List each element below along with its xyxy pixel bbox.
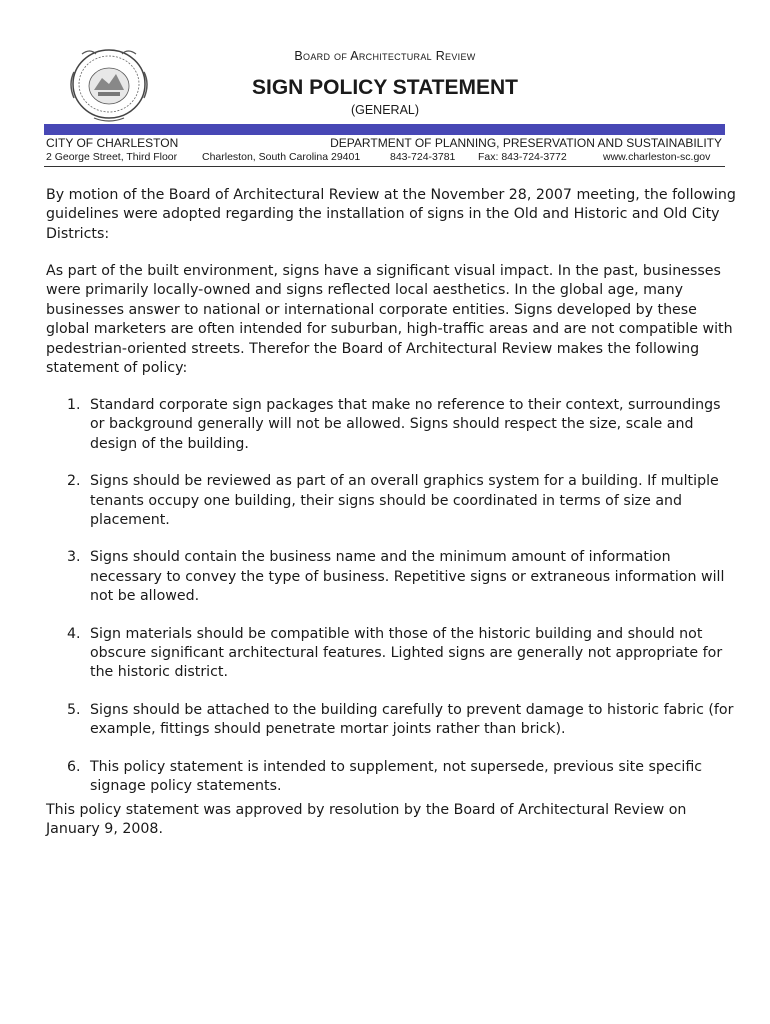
page-subtitle: (GENERAL) [350, 103, 420, 117]
list-number: 6. [67, 758, 81, 775]
list-item [46, 701, 736, 740]
header-info-row-1 [46, 136, 722, 150]
list-item-text: This policy statement is intended to supplement, not supersede, previous site specific signage policy statements. [90, 758, 703, 795]
street-address: 2 George Street, Third Floor [46, 151, 178, 163]
website-link[interactable]: www.charleston-sc.gov [603, 151, 711, 163]
list-item-text: Signs should contain the business name and the minimum amount of information necessary to convey the type of business. Repetitive signs or extraneous information will not be allowed. [90, 549, 725, 605]
list-number: 5. [67, 701, 81, 718]
phone-number: 843-724-3781 [390, 151, 456, 163]
fax-number: Fax: 843-724-3772 [478, 151, 567, 163]
header-divider [44, 166, 725, 167]
list-item [46, 758, 736, 797]
board-name: Board of Architectural Review [294, 49, 476, 63]
list-item [46, 396, 736, 454]
header-color-bar [44, 124, 725, 135]
list-item [46, 548, 736, 606]
department-name: DEPARTMENT OF PLANNING, PRESERVATION AND SUSTAINABILITY [330, 136, 722, 150]
intro-paragraph: By motion of the Board of Architectural Review at the November 28, 2007 meeting, the following guidelines were adopted regarding the installation of signs in the Old and Historic and Old City Districts: [46, 187, 736, 242]
page-title: SIGN POLICY STATEMENT [251, 76, 519, 99]
list-item [46, 625, 736, 683]
list-number: 2. [67, 473, 81, 490]
list-number: 3. [67, 549, 81, 566]
list-item-text: Standard corporate sign packages that make no reference to their context, surroundings or background generally will not be allowed. Signs should respect the size, scale and design of the building. [90, 397, 721, 452]
list-item [46, 472, 736, 530]
policy-list [46, 396, 736, 815]
list-item-text: Sign materials should be compatible with those of the historic building and should not obscure significant architectural features. Lighted signs are generally not appropriate for the historic district. [90, 625, 723, 681]
list-number: 1. [67, 397, 81, 413]
city-state: Charleston, South Carolina 29401 [202, 151, 361, 163]
list-item-text: Signs should be reviewed as part of an overall graphics system for a building. If multiple tenants occupy one building, their signs should be coordinated in terms of size and placement. [90, 473, 719, 529]
context-paragraph: As part of the built environment, signs have a significant visual impact. In the past, businesses were primarily locally-owned and signs reflected local aesthetics. In the global age, many businesses answer to national or international corporate entities. Signs developed by these global marketers are often intended for suburban, high-traffic areas and are not compatible with pedestrian-oriented streets. Therefor the Board of Architectural Review makes the following statement of policy: [46, 263, 733, 377]
list-number: 4. [67, 625, 81, 642]
city-name: CITY OF CHARLESTON [46, 136, 179, 150]
closing-paragraph: This policy statement was approved by resolution by the Board of Architectural Review on January 9, 2008. [46, 802, 687, 838]
list-item-text: Signs should be attached to the building carefully to prevent damage to historic fabric (for example, fittings should penetrate mortar joints rather than brick). [90, 701, 734, 738]
